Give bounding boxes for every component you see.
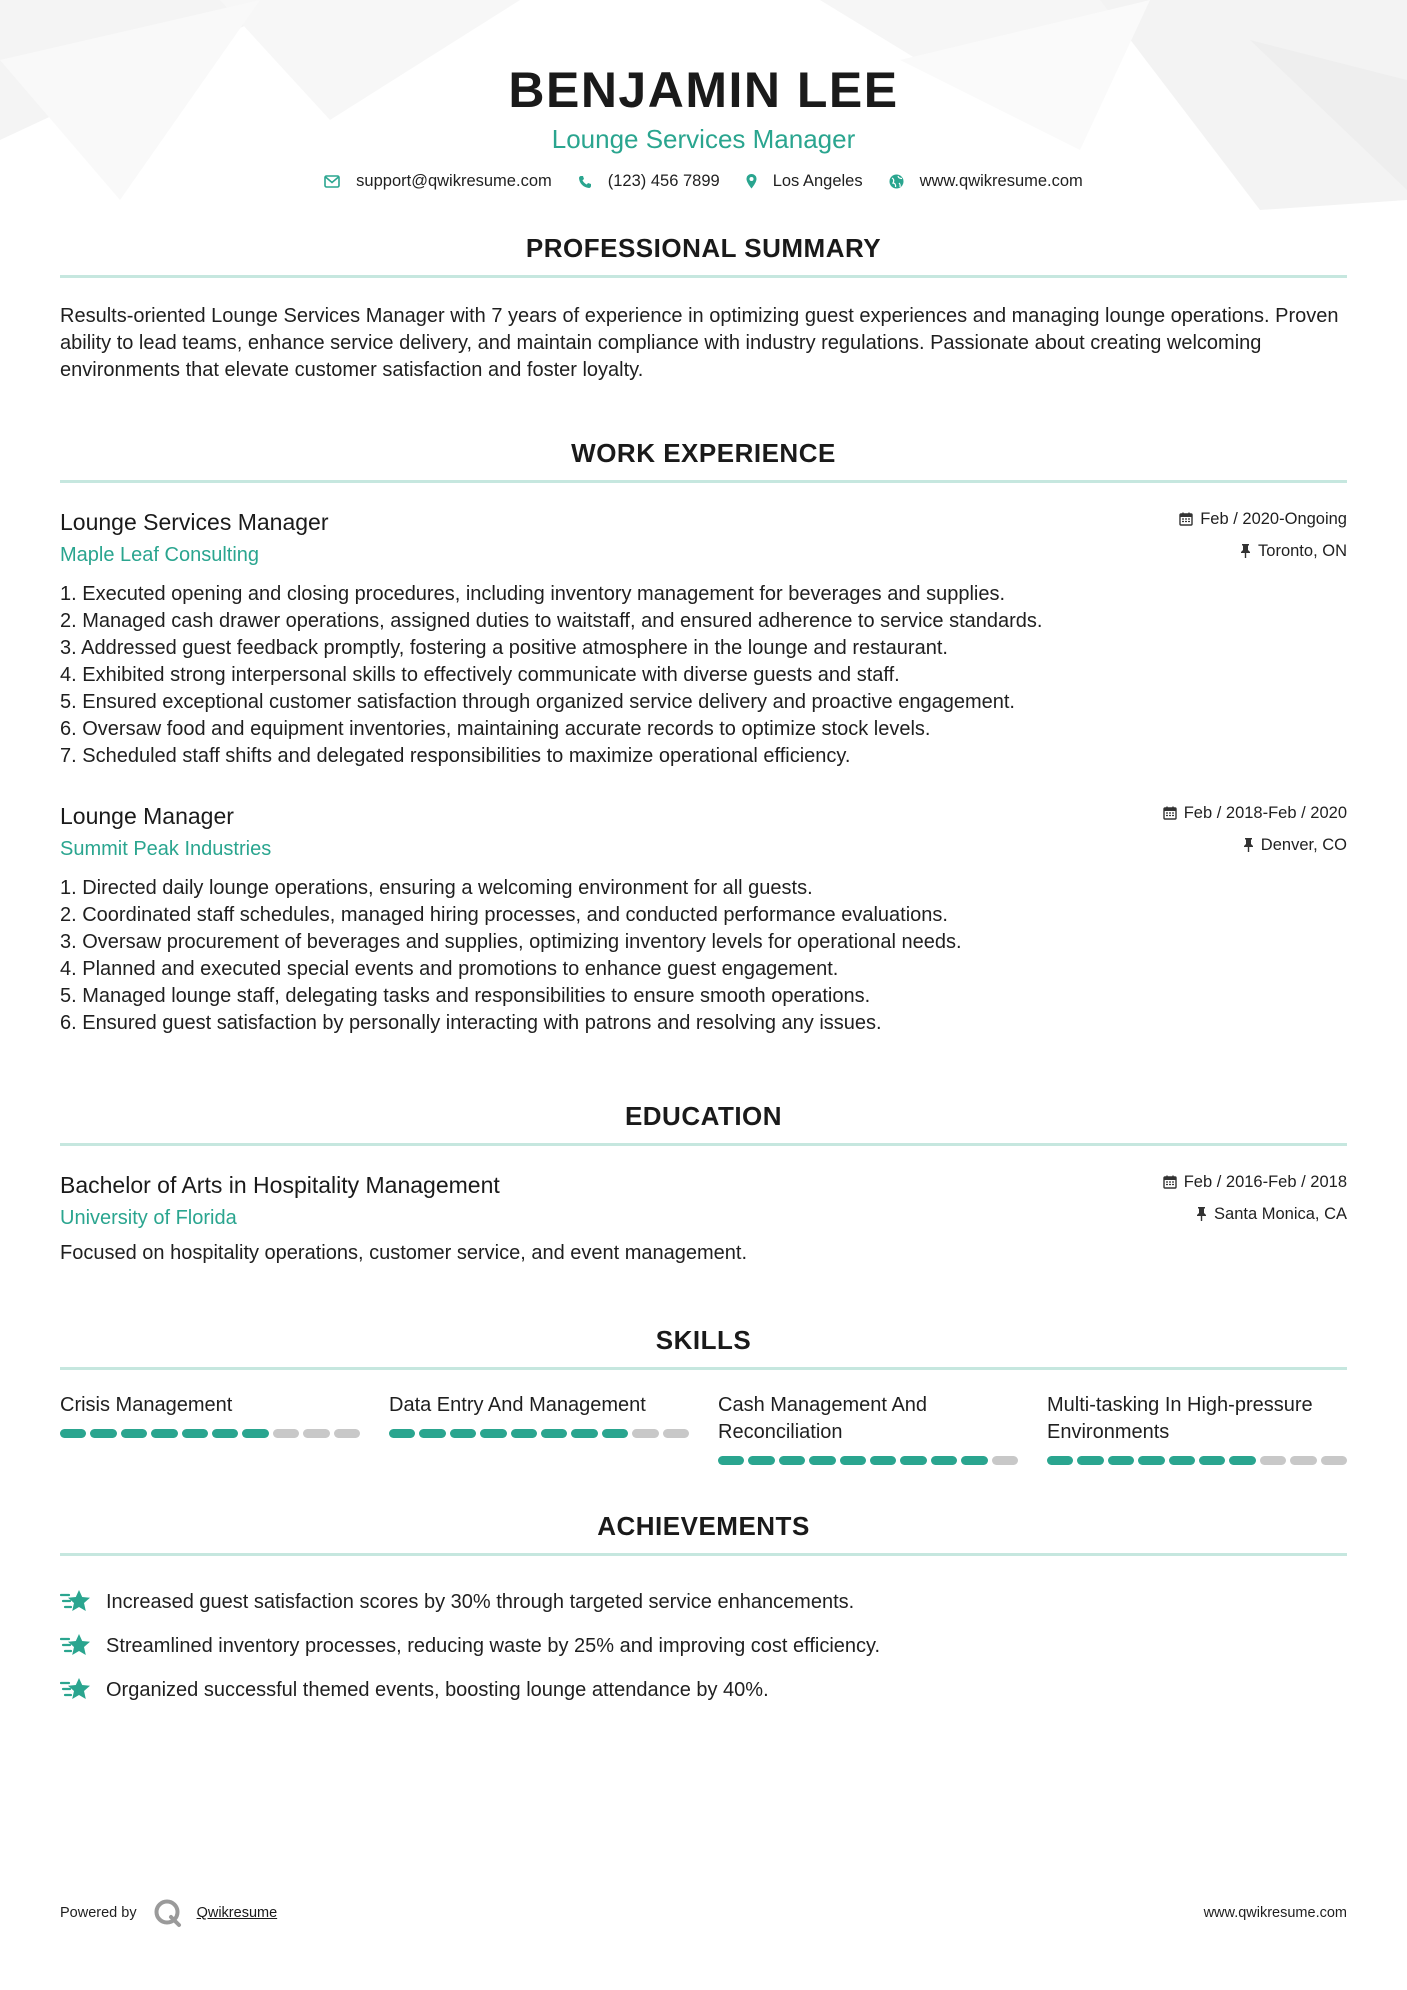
job-entry xyxy=(60,802,1347,1037)
skill-segment-filled xyxy=(151,1429,177,1438)
skill-name: Cash Management And Reconciliation xyxy=(718,1394,928,1443)
job-location: Denver, CO xyxy=(1260,836,1347,854)
achievement-text: Organized successful themed events, boosting lounge attendance by 40%. xyxy=(106,1678,769,1701)
pushpin-icon xyxy=(1196,1207,1207,1221)
job-title: Lounge Services Manager xyxy=(60,509,329,535)
achievement-text: Increased guest satisfaction scores by 30% through targeted service enhancements. xyxy=(106,1590,855,1613)
contact-phone-text: (123) 456 7899 xyxy=(607,172,720,190)
skill-name: Crisis Management xyxy=(60,1394,233,1416)
skill-segment-filled xyxy=(900,1456,926,1465)
skill-segment-filled xyxy=(961,1456,987,1465)
job-dates: Feb / 2018-Feb / 2020 xyxy=(1183,804,1347,822)
summary-text: Results-oriented Lounge Services Manager with 7 years of experience in optimizing guest experiences and managing lounge operations. Proven ability to lead teams, enhance service delivery, and maintain compliance with industry regulations. Passionate about creating welcoming environments that elevate customer satisfaction and foster loyalty. xyxy=(60,305,1339,381)
job-title: Lounge Manager xyxy=(60,803,234,829)
skill-segment-filled xyxy=(541,1429,567,1438)
achievement-item xyxy=(60,1668,1347,1712)
experience-section xyxy=(60,438,1347,1037)
job-company: Summit Peak Industries xyxy=(60,838,272,860)
contact-email[interactable] xyxy=(324,172,552,191)
skill-segment-empty xyxy=(334,1429,360,1438)
skill-segment-filled xyxy=(1077,1456,1103,1465)
job-bullet: 2. Coordinated staff schedules, managed hiring processes, and conducted performance evaluations. xyxy=(60,904,948,926)
envelope-icon xyxy=(324,175,340,188)
job-company: Maple Leaf Consulting xyxy=(60,544,260,566)
skill-segment-filled xyxy=(840,1456,866,1465)
job-bullet: 1. Executed opening and closing procedures, including inventory management for beverages and supplies. xyxy=(60,583,1006,605)
candidate-name: BENJAMIN LEE xyxy=(508,62,899,118)
footer-website[interactable]: www.qwikresume.com xyxy=(1203,1905,1347,1921)
job-location: Toronto, ON xyxy=(1258,542,1347,560)
job-meta xyxy=(1163,802,1347,856)
skill-segment-empty xyxy=(1260,1456,1286,1465)
skill-segment-empty xyxy=(273,1429,299,1438)
skill-segment-filled xyxy=(182,1429,208,1438)
skill-segment-empty xyxy=(1321,1456,1347,1465)
education-location: Santa Monica, CA xyxy=(1214,1205,1347,1223)
contact-website[interactable] xyxy=(889,172,1083,191)
education-entry xyxy=(60,1171,1347,1267)
degree-title: Bachelor of Arts in Hospitality Management xyxy=(60,1172,500,1198)
skills-grid xyxy=(60,1392,1347,1465)
section-divider xyxy=(60,1143,1347,1146)
job-bullet: 6. Oversaw food and equipment inventories, maintaining accurate records to optimize stock levels. xyxy=(60,718,931,740)
job-bullet: 5. Ensured exceptional customer satisfaction through organized service delivery and proactive engagement. xyxy=(60,691,1015,713)
skill-item xyxy=(389,1392,689,1465)
achievement-item xyxy=(60,1624,1347,1668)
skill-rating-bar xyxy=(389,1429,689,1438)
school-name: University of Florida xyxy=(60,1207,237,1229)
resume-header xyxy=(60,0,1347,191)
skill-segment-filled xyxy=(1229,1456,1255,1465)
job-dates: Feb / 2020-Ongoing xyxy=(1200,510,1347,528)
job-bullet-list xyxy=(60,875,1347,1037)
skill-rating-bar xyxy=(1047,1456,1347,1465)
skill-segment-filled xyxy=(779,1456,805,1465)
education-dates: Feb / 2016-Feb / 2018 xyxy=(1183,1173,1347,1191)
section-divider xyxy=(60,1553,1347,1556)
contact-phone[interactable] xyxy=(578,172,720,191)
skill-rating-bar xyxy=(718,1456,1018,1465)
skill-segment-filled xyxy=(931,1456,957,1465)
experience-heading: WORK EXPERIENCE xyxy=(571,438,836,468)
contact-location xyxy=(746,172,863,191)
phone-icon xyxy=(578,175,592,189)
skill-segment-filled xyxy=(511,1429,537,1438)
candidate-title: Lounge Services Manager xyxy=(551,124,856,154)
skill-segment-filled xyxy=(809,1456,835,1465)
skill-segment-filled xyxy=(718,1456,744,1465)
map-pin-icon xyxy=(746,174,757,189)
skill-segment-filled xyxy=(870,1456,896,1465)
contact-website-text: www.qwikresume.com xyxy=(919,172,1083,190)
skill-name: Data Entry And Management xyxy=(389,1394,646,1416)
section-divider xyxy=(60,480,1347,483)
brand-link[interactable]: Qwikresume xyxy=(196,1905,278,1921)
skill-segment-filled xyxy=(571,1429,597,1438)
skill-segment-filled xyxy=(480,1429,506,1438)
skill-segment-filled xyxy=(450,1429,476,1438)
star-award-icon xyxy=(60,1589,92,1615)
skill-segment-empty xyxy=(632,1429,658,1438)
job-entry xyxy=(60,508,1347,770)
powered-by xyxy=(60,1898,277,1928)
job-bullet: 2. Managed cash drawer operations, assigned duties to waitstaff, and ensured adherence to service standards. xyxy=(60,610,1043,632)
skill-segment-filled xyxy=(1138,1456,1164,1465)
education-meta xyxy=(1163,1171,1347,1225)
skill-segment-empty xyxy=(1290,1456,1316,1465)
skill-segment-filled xyxy=(90,1429,116,1438)
education-heading: EDUCATION xyxy=(624,1101,783,1131)
job-bullet: 4. Planned and executed special events and promotions to enhance guest engagement. xyxy=(60,958,839,980)
summary-heading: PROFESSIONAL SUMMARY xyxy=(525,233,882,263)
skill-item xyxy=(60,1392,360,1465)
job-bullet: 7. Scheduled staff shifts and delegated responsibilities to maximize operational efficiency. xyxy=(60,745,851,767)
skill-segment-filled xyxy=(602,1429,628,1438)
skill-name: Multi-tasking In High-pressure Environments xyxy=(1047,1394,1313,1443)
job-bullet: 4. Exhibited strong interpersonal skills to effectively communicate with diverse guests and staff. xyxy=(60,664,900,686)
skill-rating-bar xyxy=(60,1429,360,1438)
calendar-icon xyxy=(1163,1175,1177,1189)
calendar-icon xyxy=(1163,806,1177,820)
skill-segment-empty xyxy=(303,1429,329,1438)
education-description: Focused on hospitality operations, customer service, and event management. xyxy=(60,1242,748,1264)
achievements-heading: ACHIEVEMENTS xyxy=(597,1511,810,1541)
job-bullet-list xyxy=(60,581,1347,770)
globe-icon xyxy=(889,174,904,189)
job-bullet: 5. Managed lounge staff, delegating tasks and responsibilities to ensure smooth operations. xyxy=(60,985,871,1007)
pushpin-icon xyxy=(1240,544,1251,558)
skill-item xyxy=(1047,1392,1347,1465)
section-divider xyxy=(60,1367,1347,1370)
skills-section xyxy=(60,1325,1347,1465)
skill-segment-filled xyxy=(212,1429,238,1438)
job-bullet: 1. Directed daily lounge operations, ensuring a welcoming environment for all guests. xyxy=(60,877,813,899)
powered-by-label: Powered by xyxy=(60,1905,137,1921)
job-meta xyxy=(1179,508,1347,562)
skill-segment-filled xyxy=(60,1429,86,1438)
contact-email-text: support@qwikresume.com xyxy=(356,172,552,190)
job-bullet: 6. Ensured guest satisfaction by personally interacting with patrons and resolving any issues. xyxy=(60,1012,882,1034)
skills-heading: SKILLS xyxy=(655,1325,752,1355)
section-divider xyxy=(60,275,1347,278)
skill-segment-filled xyxy=(389,1429,415,1438)
qwikresume-logo-icon xyxy=(153,1898,183,1928)
skill-segment-filled xyxy=(242,1429,268,1438)
achievements-list xyxy=(60,1580,1347,1712)
skill-segment-filled xyxy=(1047,1456,1073,1465)
job-bullet: 3. Oversaw procurement of beverages and supplies, optimizing inventory levels for operational needs. xyxy=(60,931,962,953)
pushpin-icon xyxy=(1243,838,1254,852)
skill-segment-filled xyxy=(1108,1456,1134,1465)
skill-segment-empty xyxy=(663,1429,689,1438)
achievement-text: Streamlined inventory processes, reducing waste by 25% and improving cost efficiency. xyxy=(106,1634,881,1657)
skill-segment-empty xyxy=(992,1456,1018,1465)
summary-section xyxy=(60,233,1347,384)
achievements-section xyxy=(60,1511,1347,1712)
achievement-item xyxy=(60,1580,1347,1624)
skill-segment-filled xyxy=(748,1456,774,1465)
star-award-icon xyxy=(60,1633,92,1659)
skill-segment-filled xyxy=(1199,1456,1225,1465)
skill-segment-filled xyxy=(1169,1456,1195,1465)
calendar-icon xyxy=(1179,512,1193,526)
contact-location-text: Los Angeles xyxy=(772,172,863,190)
skill-segment-filled xyxy=(121,1429,147,1438)
job-bullet: 3. Addressed guest feedback promptly, fostering a positive atmosphere in the lounge and restaurant. xyxy=(60,637,948,659)
skill-segment-filled xyxy=(419,1429,445,1438)
education-section xyxy=(60,1101,1347,1267)
page-footer xyxy=(60,1898,1347,1928)
skill-item xyxy=(718,1392,1018,1465)
contact-bar xyxy=(60,172,1347,191)
star-award-icon xyxy=(60,1677,92,1703)
